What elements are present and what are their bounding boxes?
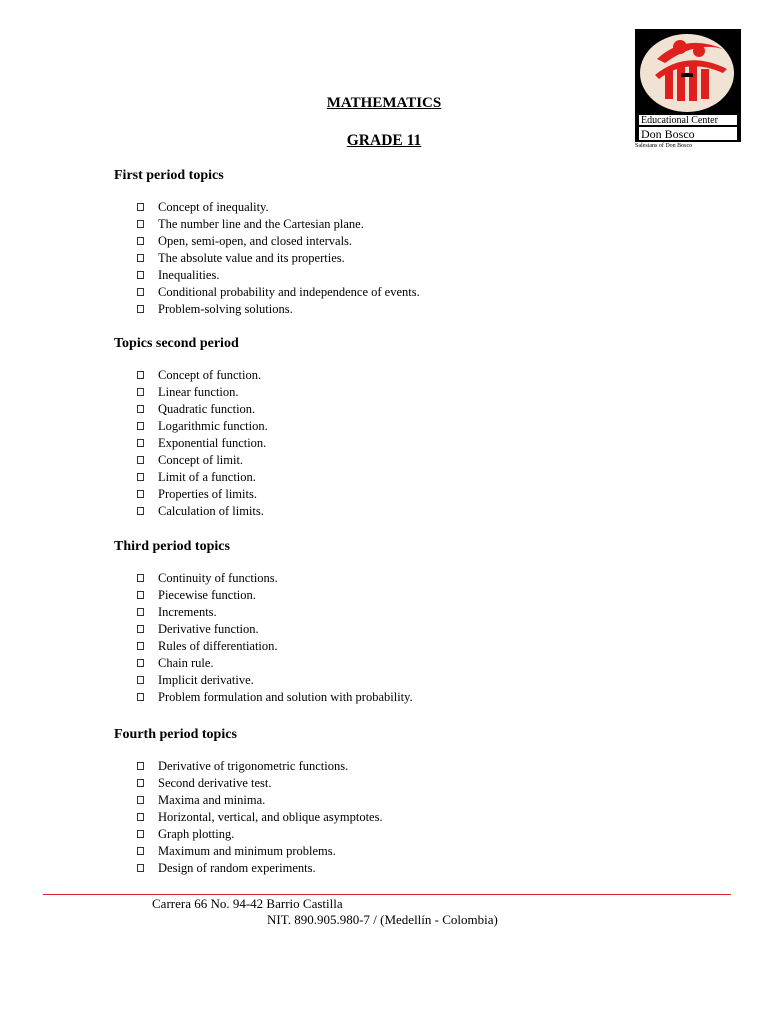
list-item bbox=[114, 672, 413, 689]
topic-text: Continuity of functions. bbox=[158, 571, 278, 585]
list-item bbox=[114, 401, 268, 418]
topic-text: Derivative of trigonometric functions. bbox=[158, 759, 349, 773]
topic-text: The absolute value and its properties. bbox=[158, 251, 345, 265]
checkbox-bullet-icon bbox=[137, 830, 144, 838]
list-item bbox=[114, 621, 413, 638]
topic-list bbox=[114, 199, 420, 318]
topic-text: Logarithmic function. bbox=[158, 419, 268, 433]
section-first-period bbox=[114, 167, 420, 318]
checkbox-bullet-icon bbox=[137, 388, 144, 396]
section-fourth-period bbox=[114, 726, 383, 877]
list-item bbox=[114, 809, 383, 826]
list-item bbox=[114, 301, 420, 318]
checkbox-bullet-icon bbox=[137, 507, 144, 515]
list-item bbox=[114, 384, 268, 401]
topic-text: Calculation of limits. bbox=[158, 504, 264, 518]
checkbox-bullet-icon bbox=[137, 847, 144, 855]
list-item bbox=[114, 860, 383, 877]
checkbox-bullet-icon bbox=[137, 625, 144, 633]
topic-list bbox=[114, 367, 268, 520]
list-item bbox=[114, 418, 268, 435]
list-item bbox=[114, 250, 420, 267]
topic-text: Exponential function. bbox=[158, 436, 267, 450]
checkbox-bullet-icon bbox=[137, 271, 144, 279]
topic-text: Horizontal, vertical, and oblique asymptotes. bbox=[158, 810, 383, 824]
topic-text: Problem-solving solutions. bbox=[158, 302, 293, 316]
list-item bbox=[114, 758, 383, 775]
list-item bbox=[114, 587, 413, 604]
checkbox-bullet-icon bbox=[137, 608, 144, 616]
list-item bbox=[114, 284, 420, 301]
checkbox-bullet-icon bbox=[137, 288, 144, 296]
list-item bbox=[114, 826, 383, 843]
topic-text: Graph plotting. bbox=[158, 827, 235, 841]
topic-text: The number line and the Cartesian plane. bbox=[158, 217, 364, 231]
checkbox-bullet-icon bbox=[137, 254, 144, 262]
list-item bbox=[114, 469, 268, 486]
school-logo bbox=[635, 29, 741, 150]
checkbox-bullet-icon bbox=[137, 422, 144, 430]
list-item bbox=[114, 367, 268, 384]
topic-text: Inequalities. bbox=[158, 268, 220, 282]
list-item bbox=[114, 604, 413, 621]
checkbox-bullet-icon bbox=[137, 490, 144, 498]
topic-list bbox=[114, 570, 413, 706]
checkbox-bullet-icon bbox=[137, 693, 144, 701]
checkbox-bullet-icon bbox=[137, 220, 144, 228]
topic-text: Limit of a function. bbox=[158, 470, 256, 484]
footer-divider bbox=[43, 894, 731, 895]
section-heading: Fourth period topics bbox=[114, 727, 237, 742]
topic-text: Second derivative test. bbox=[158, 776, 272, 790]
topic-text: Open, semi-open, and closed intervals. bbox=[158, 234, 353, 248]
list-item bbox=[114, 452, 268, 469]
checkbox-bullet-icon bbox=[137, 473, 144, 481]
topic-text: Concept of function. bbox=[158, 368, 262, 382]
logo-line-3: Salesians of Don Bosco bbox=[635, 142, 741, 150]
logo-line-2: Don Bosco bbox=[638, 126, 738, 141]
checkbox-bullet-icon bbox=[137, 796, 144, 804]
topic-text: Increments. bbox=[158, 605, 217, 619]
list-item bbox=[114, 638, 413, 655]
list-item bbox=[114, 792, 383, 809]
list-item bbox=[114, 199, 420, 216]
list-item bbox=[114, 503, 268, 520]
topic-text: Maximum and minimum problems. bbox=[158, 844, 336, 858]
list-item bbox=[114, 216, 420, 233]
topic-text: Problem formulation and solution with probability. bbox=[158, 690, 413, 704]
list-item bbox=[114, 655, 413, 672]
topic-text: Chain rule. bbox=[158, 656, 214, 670]
topic-text: Maxima and minima. bbox=[158, 793, 266, 807]
checkbox-bullet-icon bbox=[137, 371, 144, 379]
checkbox-bullet-icon bbox=[137, 237, 144, 245]
checkbox-bullet-icon bbox=[137, 864, 144, 872]
document-title: MATHEMATICS bbox=[326, 95, 442, 111]
checkbox-bullet-icon bbox=[137, 405, 144, 413]
section-second-period bbox=[114, 335, 268, 520]
list-item bbox=[114, 570, 413, 587]
section-heading: Third period topics bbox=[114, 539, 230, 554]
checkbox-bullet-icon bbox=[137, 305, 144, 313]
topic-text: Conditional probability and independence of events. bbox=[158, 285, 420, 299]
topic-text: Design of random experiments. bbox=[158, 861, 316, 875]
checkbox-bullet-icon bbox=[137, 456, 144, 464]
footer-address: Carrera 66 No. 94-42 Barrio Castilla bbox=[152, 896, 343, 911]
list-item bbox=[114, 689, 413, 706]
checkbox-bullet-icon bbox=[137, 591, 144, 599]
list-item bbox=[114, 843, 383, 860]
topic-text: Implicit derivative. bbox=[158, 673, 254, 687]
list-item bbox=[114, 435, 268, 452]
checkbox-bullet-icon bbox=[137, 203, 144, 211]
topic-text: Piecewise function. bbox=[158, 588, 256, 602]
topic-text: Concept of inequality. bbox=[158, 200, 269, 214]
topic-text: Linear function. bbox=[158, 385, 239, 399]
section-third-period bbox=[114, 538, 413, 706]
list-item bbox=[114, 486, 268, 503]
topic-list bbox=[114, 758, 383, 877]
list-item bbox=[114, 775, 383, 792]
topic-text: Derivative function. bbox=[158, 622, 259, 636]
topic-text: Quadratic function. bbox=[158, 402, 256, 416]
logo-line-1: Educational Center bbox=[638, 114, 738, 126]
section-heading: First period topics bbox=[114, 168, 224, 183]
footer-nit: NIT. 890.905.980-7 / (Medellín - Colombia) bbox=[267, 912, 498, 927]
logo-emblem-icon bbox=[635, 29, 741, 115]
list-item bbox=[114, 233, 420, 250]
checkbox-bullet-icon bbox=[137, 642, 144, 650]
topic-text: Concept of limit. bbox=[158, 453, 244, 467]
checkbox-bullet-icon bbox=[137, 762, 144, 770]
grade-title: GRADE 11 bbox=[346, 132, 422, 149]
list-item bbox=[114, 267, 420, 284]
topic-text: Properties of limits. bbox=[158, 487, 257, 501]
checkbox-bullet-icon bbox=[137, 676, 144, 684]
checkbox-bullet-icon bbox=[137, 813, 144, 821]
checkbox-bullet-icon bbox=[137, 779, 144, 787]
topic-text: Rules of differentiation. bbox=[158, 639, 278, 653]
section-heading: Topics second period bbox=[114, 336, 239, 351]
checkbox-bullet-icon bbox=[137, 439, 144, 447]
checkbox-bullet-icon bbox=[137, 574, 144, 582]
checkbox-bullet-icon bbox=[137, 659, 144, 667]
